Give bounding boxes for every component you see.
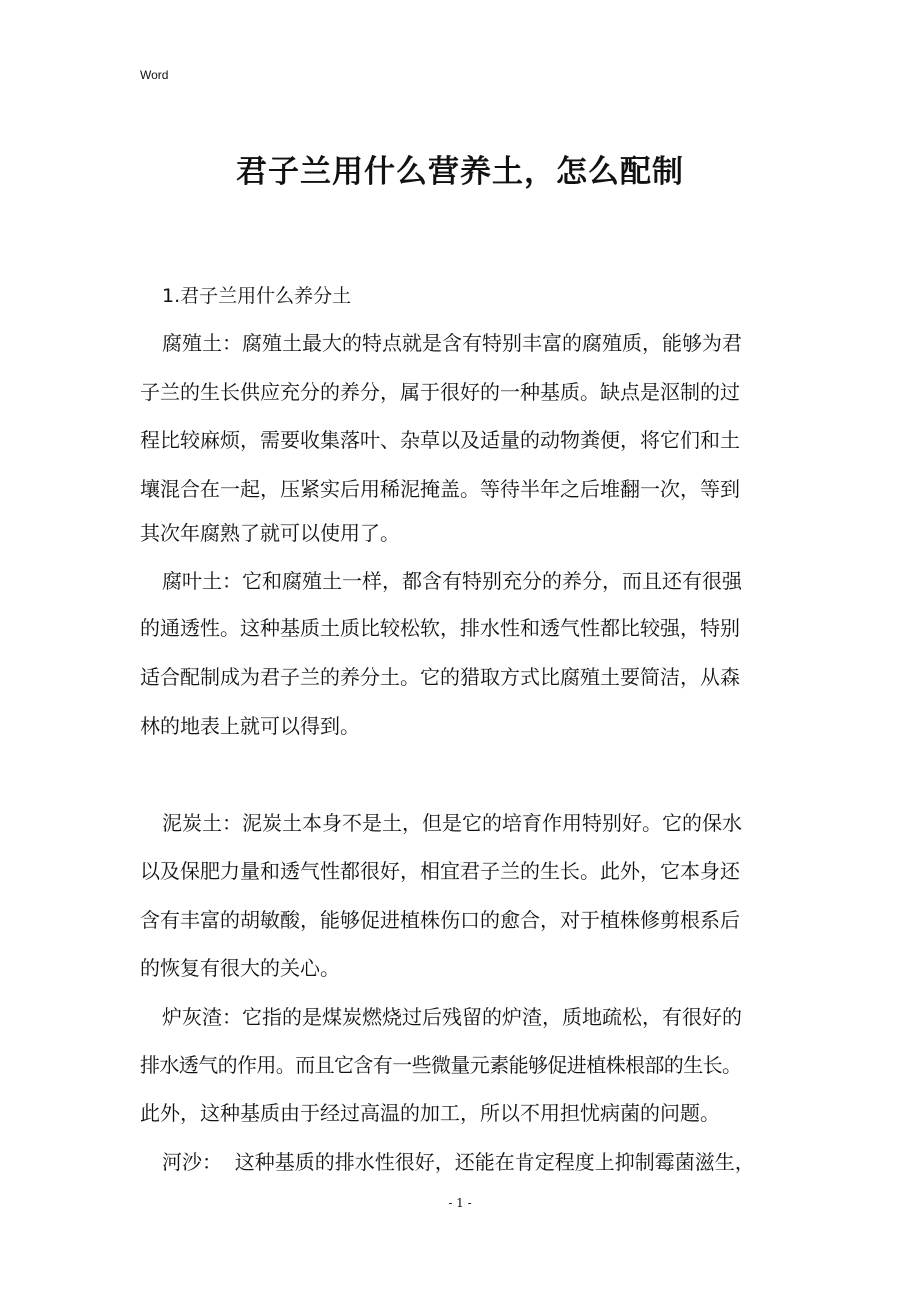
text-line: 适合配制成为君子兰的养分土。它的猎取方式比腐殖土要简洁，从森 (140, 665, 740, 689)
text-line: 林的地表上就可以得到。 (140, 714, 360, 738)
text-line: 含有丰富的胡敏酸，能够促进植株伤口的愈合，对于植株修剪根系后 (140, 908, 740, 932)
text-line: 壤混合在一起，压紧实后用稀泥掩盖。等待半年之后堆翻一次，等到 (140, 477, 740, 501)
text-line: 其次年腐熟了就可以使用了。 (140, 521, 400, 545)
text-line: 炉灰渣：它指的是煤炭燃烧过后残留的炉渣，质地疏松，有很好的 (162, 1005, 742, 1029)
text-line: 程比较麻烦，需要收集落叶、杂草以及适量的动物粪便，将它们和土 (140, 428, 740, 452)
header-label: Word (140, 68, 169, 82)
text-line: 排水透气的作用。而且它含有一些微量元素能够促进植株根部的生长。 (140, 1053, 742, 1077)
page-number: - 1 - (448, 1196, 472, 1210)
section-heading: 1.君子兰用什么养分土 (162, 285, 352, 307)
text-line: 腐殖土：腐殖土最大的特点就是含有特别丰富的腐殖质，能够为君 (162, 331, 742, 355)
text-line: 泥炭土：泥炭土本身不是土，但是它的培育作用特别好。它的保水 (162, 811, 742, 835)
text-line: 以及保肥力量和透气性都很好，相宜君子兰的生长。此外，它本身还 (140, 859, 740, 883)
text-line: 的恢复有很大的关心。 (140, 956, 340, 980)
text-line: 腐叶土：它和腐殖土一样，都含有特别充分的养分，而且还有很强 (162, 569, 742, 593)
text-line: 的通透性。这种基质土质比较松软，排水性和透气性都比较强，特别 (140, 616, 740, 640)
text-line: 此外，这种基质由于经过高温的加工，所以不用担忧病菌的问题。 (140, 1101, 720, 1125)
text-line: 河沙： 这种基质的排水性很好，还能在肯定程度上抑制霉菌滋生， (162, 1150, 755, 1174)
document-title: 君子兰用什么营养土，怎么配制 (236, 154, 684, 190)
text-line: 子兰的生长供应充分的养分，属于很好的一种基质。缺点是沤制的过 (140, 380, 740, 404)
